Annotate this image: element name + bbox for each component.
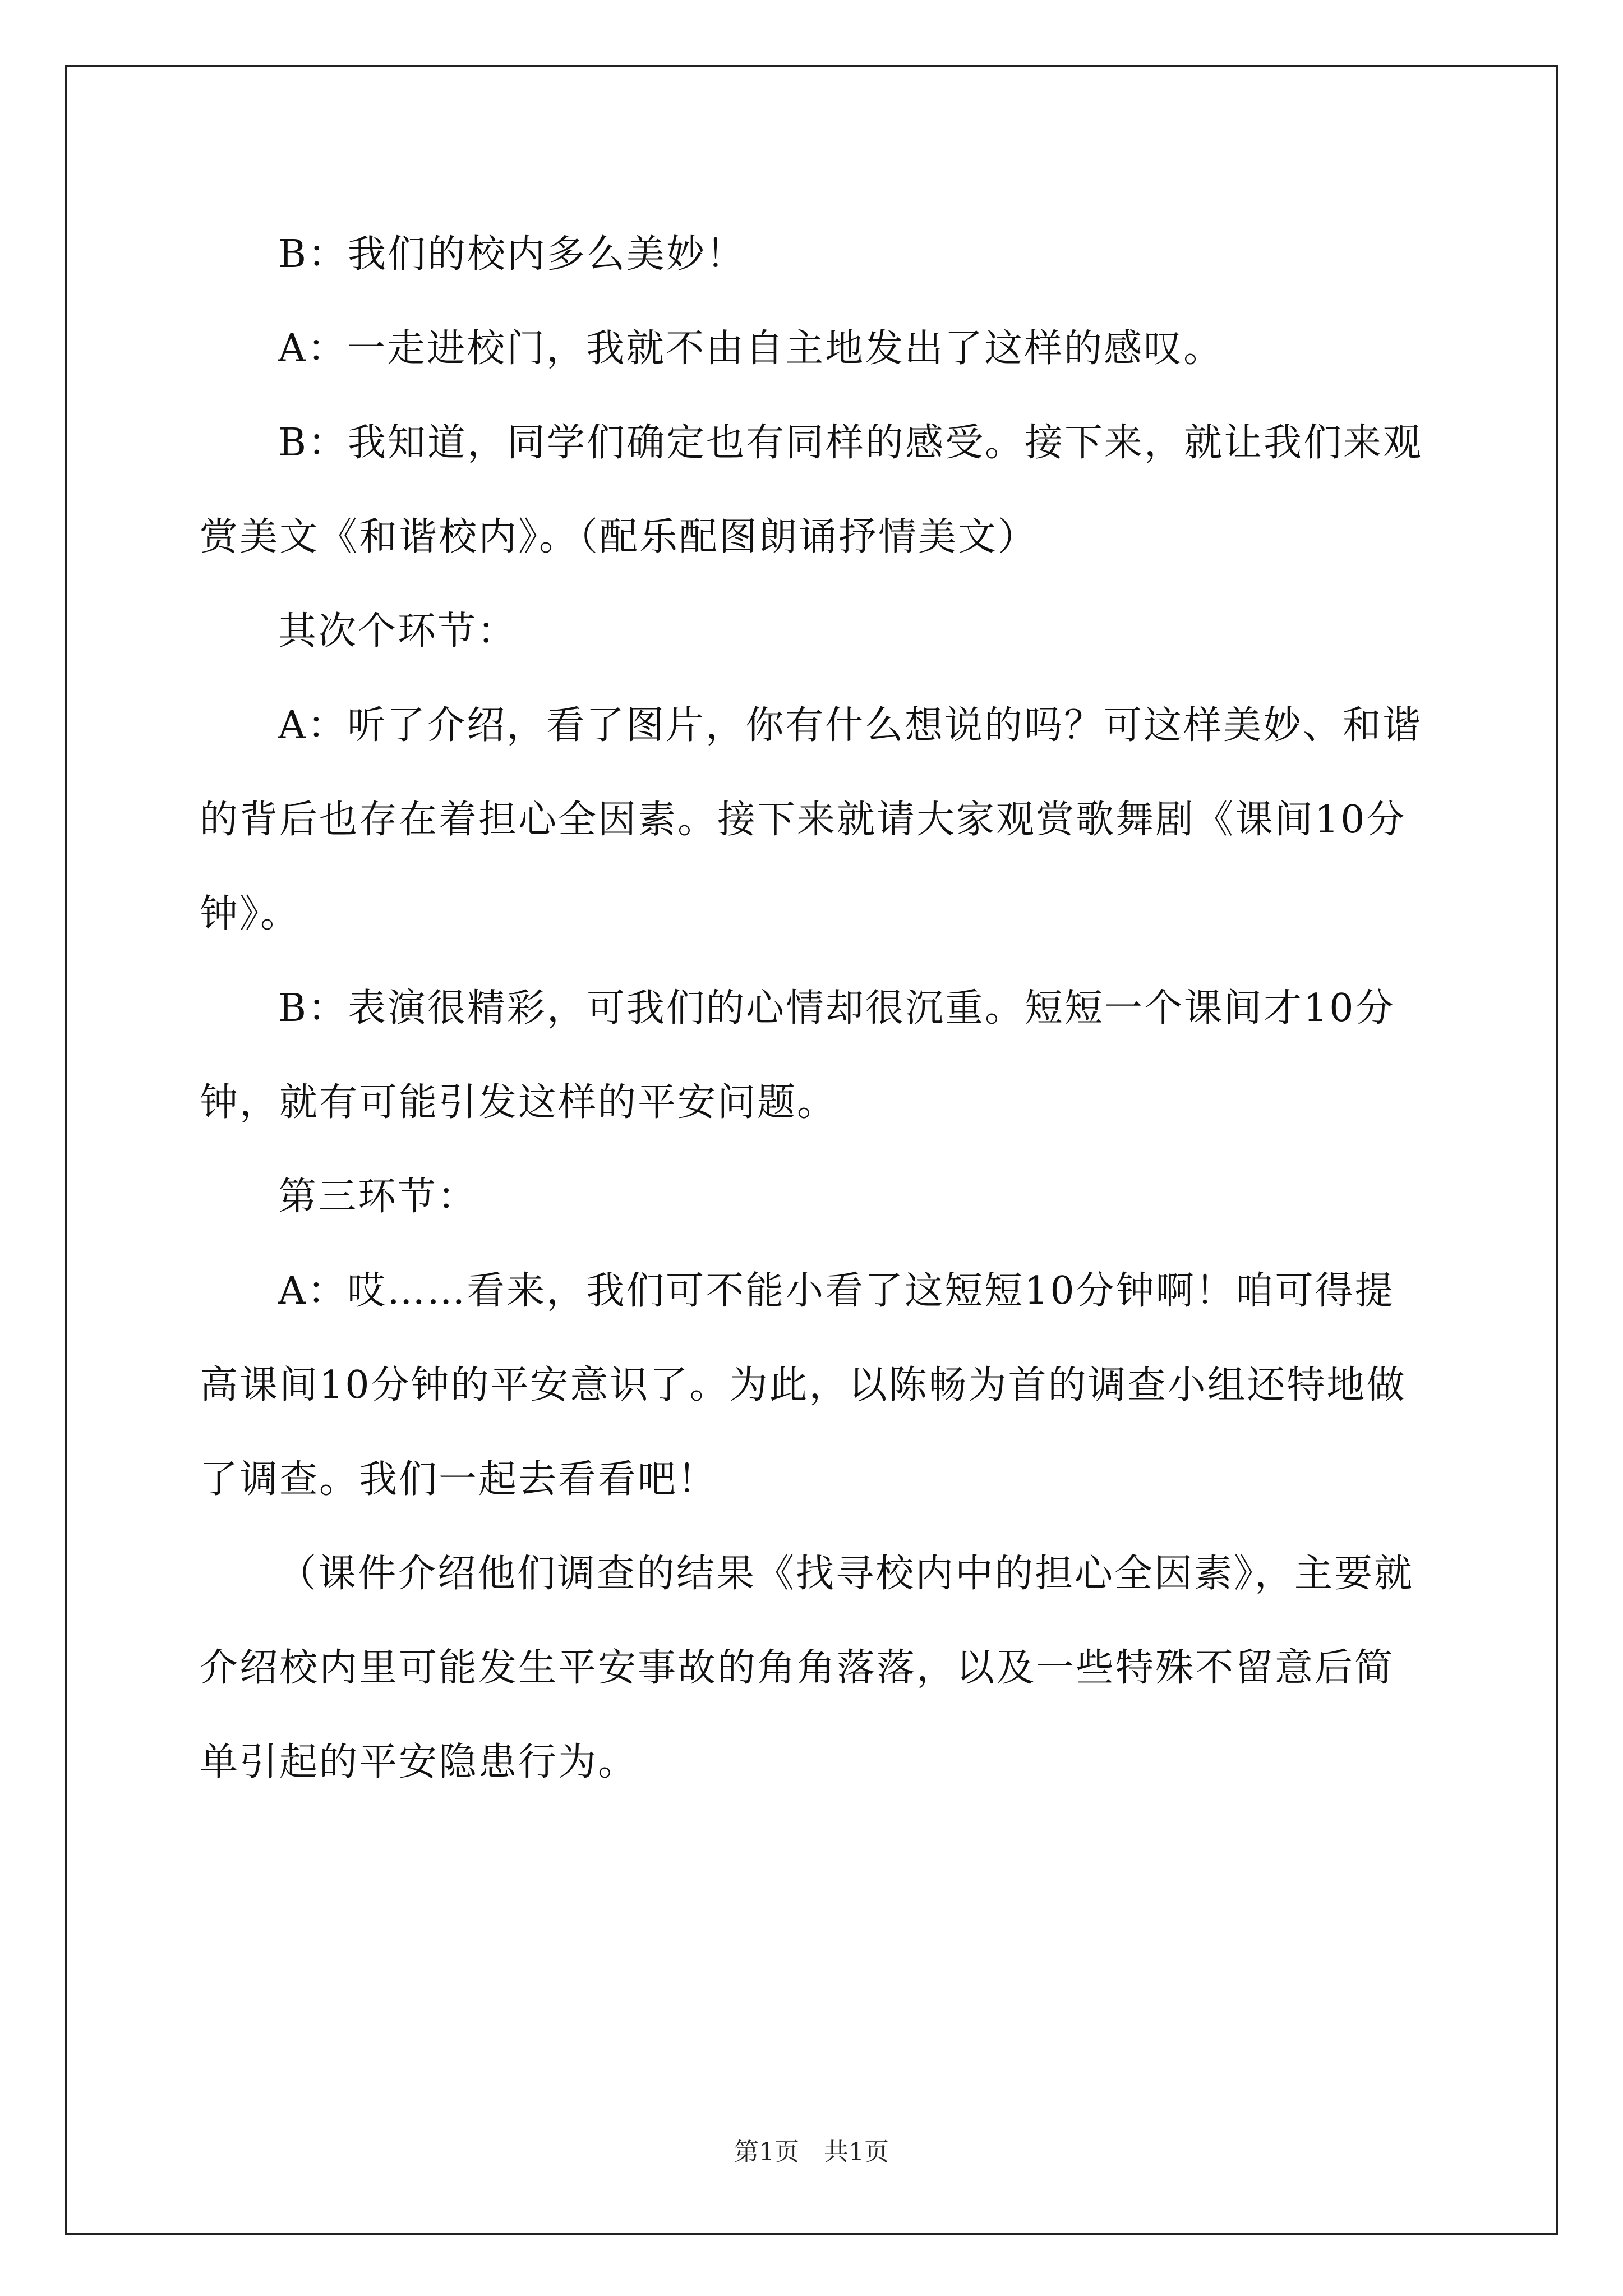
document-body <box>200 208 1429 1810</box>
section-heading-third: 第三环节： <box>278 1175 478 1219</box>
paragraph-5: A：听了介绍，看了图片，你有什么想说的吗？可这样美妙、和谐的背后也存在着担心全因素。接下来就请大家观赏歌舞剧《课间10分钟》。 <box>200 703 1423 936</box>
paragraph-2: A：一走进校门，我就不由自主地发出了这样的感叹。 <box>278 326 1224 371</box>
page-footer <box>0 2132 1623 2168</box>
paragraph-1: B：我们的校内多么美妙！ <box>278 232 746 277</box>
page-total: 共1页 <box>824 2138 889 2166</box>
section-heading-second: 其次个环节： <box>278 609 518 654</box>
paragraph-6: B：表演很精彩，可我们的心情却很沉重。短短一个课间才10分钟，就有可能引发这样的平安问题。 <box>200 986 1395 1125</box>
paragraph-9: （课件介绍他们调查的结果《找寻校内中的担心全因素》，主要就介绍校内里可能发生平安事故的角角落落，以及一些特殊不留意后简单引起的平安隐患行为。 <box>200 1552 1414 1784</box>
paragraph-8: A：哎……看来，我们可不能小看了这短短10分钟啊！咱可得提高课间10分钟的平安意识了。为此，以陈畅为首的调查小组还特地做了调查。我们一起去看看吧！ <box>200 1269 1407 1502</box>
page-number: 第1页 <box>734 2138 799 2166</box>
paragraph-3: B：我知道，同学们确定也有同样的感受。接下来，就让我们来观赏美文《和谐校内》。（配乐配图朗诵抒情美文） <box>200 421 1423 559</box>
